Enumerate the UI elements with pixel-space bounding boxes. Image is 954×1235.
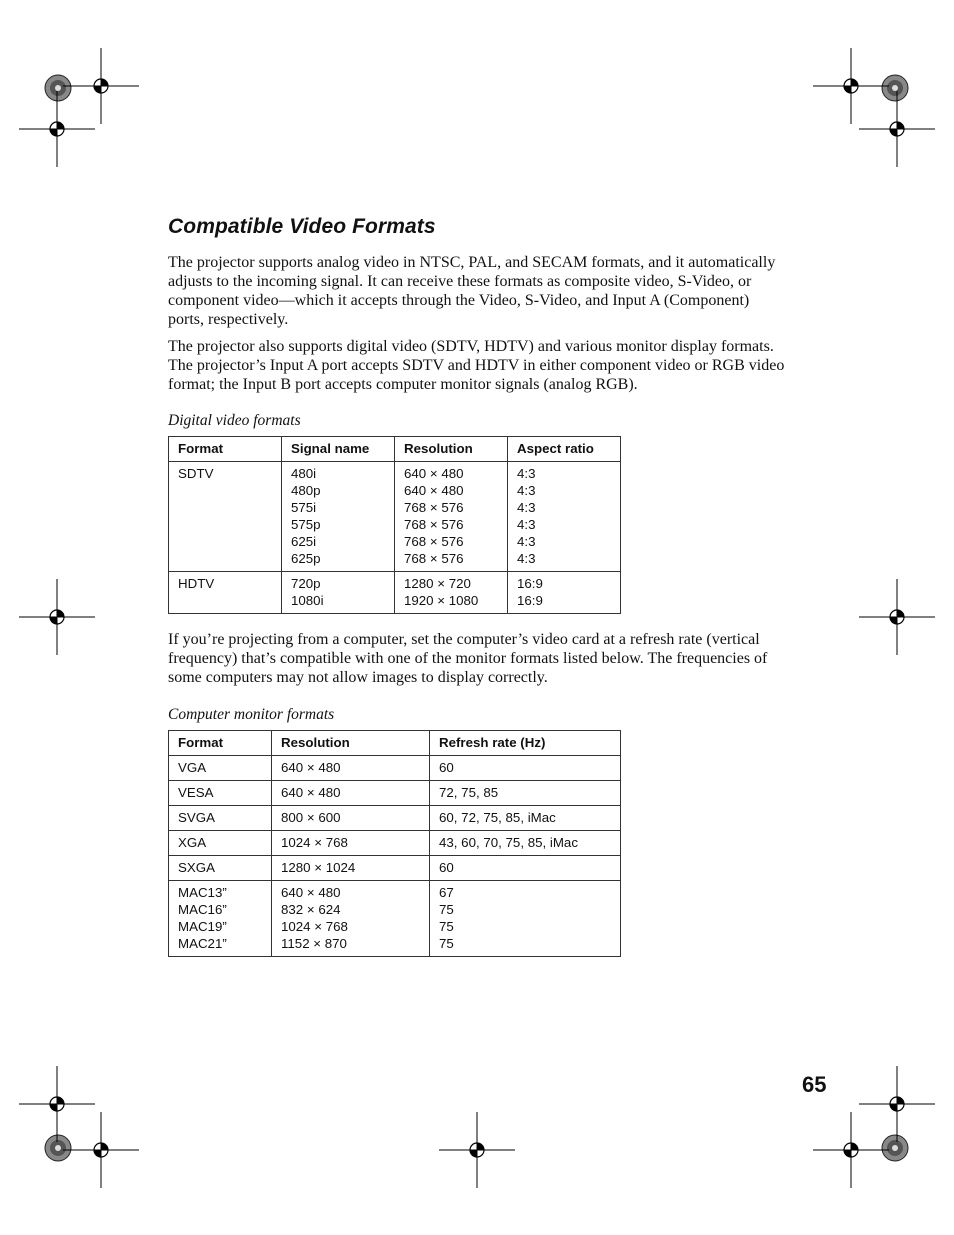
cell-line: 575i (291, 500, 317, 515)
cell-line: SVGA (178, 810, 215, 825)
cell-line: 4:3 (517, 483, 536, 498)
cell-line: 1024 × 768 (281, 919, 348, 934)
cell-line: VESA (178, 785, 214, 800)
table-cell (169, 756, 272, 781)
cell-line: 640 × 480 (281, 760, 341, 775)
cell-line: MAC13” (178, 885, 227, 900)
column-header: Aspect ratio (508, 437, 621, 462)
cell-line: 1280 × 720 (404, 576, 471, 591)
cell-line: 768 × 576 (404, 551, 464, 566)
table-cell (430, 881, 621, 957)
table-cell: SDTV (169, 462, 282, 572)
cell-line: 640 × 480 (404, 466, 464, 481)
cell-line: 640 × 480 (404, 483, 464, 498)
table-cell (169, 856, 272, 881)
cell-line: 640 × 480 (281, 885, 341, 900)
cell-line: 640 × 480 (281, 785, 341, 800)
cell-line: 1920 × 1080 (404, 593, 479, 608)
table-cell (282, 572, 395, 614)
cell-line: 4:3 (517, 466, 536, 481)
table-cell (508, 572, 621, 614)
table-cell (395, 572, 508, 614)
table-row (169, 462, 621, 572)
cell-line: 1080i (291, 593, 324, 608)
cell-line: 16:9 (517, 593, 543, 608)
column-header: Resolution (395, 437, 508, 462)
cell-line: 16:9 (517, 576, 543, 591)
table-cell (430, 831, 621, 856)
table-cell: HDTV (169, 572, 282, 614)
cell-line: 43, 60, 70, 75, 85, iMac (439, 835, 578, 850)
cell-line: 75 (439, 902, 454, 917)
table-row (169, 856, 621, 881)
table-row (169, 781, 621, 806)
table-cell (272, 806, 430, 831)
table-cell (272, 856, 430, 881)
table-cell (272, 831, 430, 856)
cell-line: 4:3 (517, 517, 536, 532)
cell-line: 625i (291, 534, 317, 549)
cell-line: 60, 72, 75, 85, iMac (439, 810, 556, 825)
table-cell (430, 856, 621, 881)
digital-video-formats-table (168, 436, 621, 614)
table-cell (169, 881, 272, 957)
table-row (169, 806, 621, 831)
cell-line: MAC16” (178, 902, 227, 917)
monitor-table-caption: Computer monitor formats (168, 706, 335, 723)
cell-line: VGA (178, 760, 207, 775)
column-header: Resolution (272, 731, 430, 756)
cell-line: 625p (291, 551, 321, 566)
cell-line: MAC19” (178, 919, 227, 934)
cell-line: 4:3 (517, 534, 536, 549)
table-cell (430, 756, 621, 781)
cell-line: 768 × 576 (404, 500, 464, 515)
column-header: Format (169, 731, 272, 756)
cell-line: 1280 × 1024 (281, 860, 356, 875)
column-header: Signal name (282, 437, 395, 462)
table-cell (430, 806, 621, 831)
cell-line: SXGA (178, 860, 215, 875)
cell-line: 1152 × 870 (281, 936, 347, 951)
digital-table-caption: Digital video formats (168, 412, 301, 429)
table-row (169, 756, 621, 781)
digital-support-paragraph: The projector also supports digital video (SDTV, HDTV) and various monitor display formats. The projector’s Input A port accepts SDTV and HDTV in either component video or RGB video format; the Input B port accepts computer monitor signals (analog RGB). (168, 338, 785, 393)
table-row (169, 881, 621, 957)
table-cell (169, 781, 272, 806)
cell-line: XGA (178, 835, 207, 850)
computer-monitor-formats-table (168, 730, 621, 957)
column-header: Refresh rate (Hz) (430, 731, 621, 756)
table-header-row (169, 731, 621, 756)
cell-line: 75 (439, 919, 454, 934)
table-cell (395, 462, 508, 572)
table-header-row (169, 437, 621, 462)
cell-line: 768 × 576 (404, 534, 464, 549)
column-header: Format (169, 437, 282, 462)
table-cell (430, 781, 621, 806)
cell-line: 1024 × 768 (281, 835, 348, 850)
table-row (169, 831, 621, 856)
cell-line: 75 (439, 936, 454, 951)
cell-line: 720p (291, 576, 321, 591)
table-cell (169, 831, 272, 856)
cell-line: 60 (439, 860, 454, 875)
table-cell (272, 756, 430, 781)
table-row (169, 572, 621, 614)
cell-line: 800 × 600 (281, 810, 341, 825)
cell-line: 832 × 624 (281, 902, 341, 917)
cell-line: 480i (291, 466, 317, 481)
page-title: Compatible Video Formats (168, 215, 436, 238)
table-cell (272, 781, 430, 806)
cell-line: 4:3 (517, 551, 536, 566)
cell-line: 480p (291, 483, 321, 498)
cell-line: 575p (291, 517, 321, 532)
cell-line: 4:3 (517, 500, 536, 515)
cell-line: 72, 75, 85 (439, 785, 499, 800)
cell-line: 768 × 576 (404, 517, 464, 532)
computer-paragraph: If you’re projecting from a computer, set the computer’s video card at a refresh rate (vertical frequency) that’s compatible with one of the monitor formats listed below. The frequencies of some computers may not allow images to display correctly. (168, 631, 768, 686)
table-cell (282, 462, 395, 572)
intro-paragraph: The projector supports analog video in NTSC, PAL, and SECAM formats, and it automatically adjusts to the incoming signal. It can receive these formats as composite video, S-Video, or component video—which it accepts through the Video, S-Video, and Input A (Component) ports, respectively. (168, 254, 776, 328)
table-cell (508, 462, 621, 572)
cell-line: 67 (439, 885, 454, 900)
cell-line: MAC21” (178, 936, 227, 951)
page-number: 65 (802, 1072, 827, 1097)
table-cell (272, 881, 430, 957)
table-cell (169, 806, 272, 831)
cell-line: 60 (439, 760, 454, 775)
